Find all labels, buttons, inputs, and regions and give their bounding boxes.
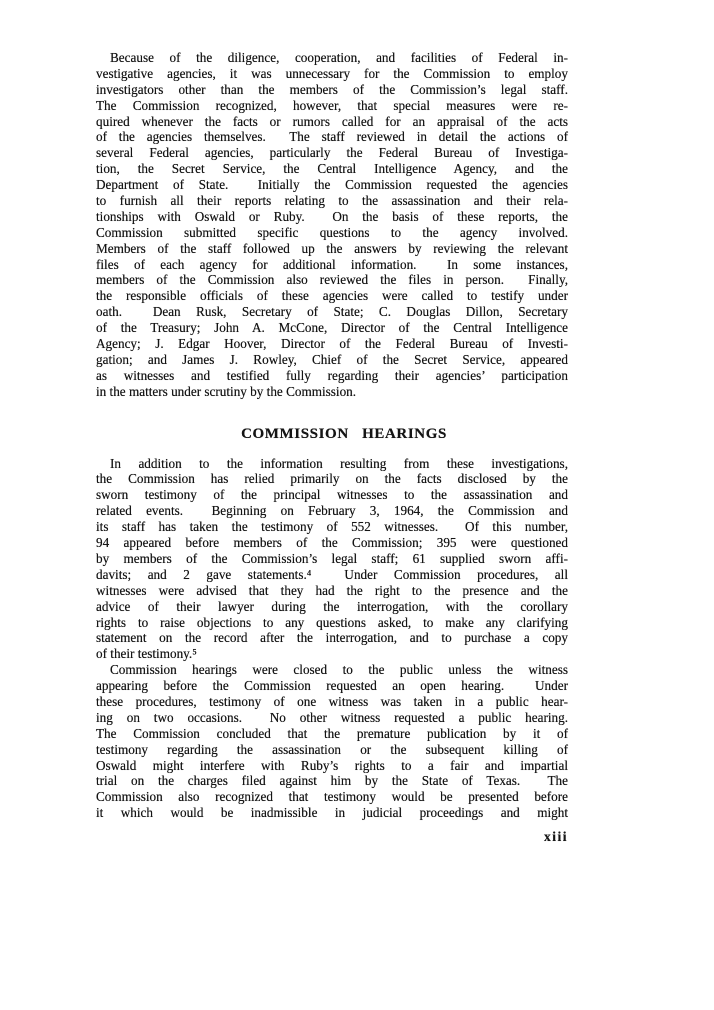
text-line: advice of their lawyer during the interrogation, with the corollary xyxy=(96,598,568,614)
text-line: Agency; J. Edgar Hoover, Director of the Federal Bureau of Investi- xyxy=(96,336,568,352)
text-line: of the agencies themselves. The staff reviewed in detail the actions of xyxy=(96,129,568,145)
text-line: oath. Dean Rusk, Secretary of State; C. Douglas Dillon, Secretary xyxy=(96,304,568,320)
text-line: Department of State. Initially the Commission requested the agencies xyxy=(96,177,568,193)
text-line: its staff has taken the testimony of 552 witnesses. Of this number, xyxy=(96,519,568,535)
text-line: tionships with Oswald or Ruby. On the basis of these reports, the xyxy=(96,208,568,224)
text-line: witnesses were advised that they had the right to the presence and the xyxy=(96,582,568,598)
text-line: Members of the staff followed up the answers by reviewing the relevant xyxy=(96,240,568,256)
text-line: Commission hearings were closed to the public unless the witness xyxy=(110,662,568,678)
text-line: the Commission has relied primarily on the facts disclosed by the xyxy=(96,471,568,487)
paragraph-closed-hearings xyxy=(96,662,568,821)
text-line: ing on two occasions. No other witness requested a public hearing. xyxy=(96,709,568,725)
paragraph-federal-investigative-agencies xyxy=(96,50,568,400)
text-line: members of the Commission also reviewed the files in person. Finally, xyxy=(96,272,568,288)
text-line: the responsible officials of these agencies were called to testify under xyxy=(96,288,568,304)
paragraph-witness-testimony-procedures xyxy=(96,456,568,663)
text-line: statement on the record after the interrogation, and to purchase a copy xyxy=(96,630,568,646)
text-line: of the Treasury; John A. McCone, Director of the Central Intelligence xyxy=(96,320,568,336)
text-line: it which would be inadmissible in judicial proceedings and might xyxy=(96,805,568,821)
text-line: The Commission recognized, however, that special measures were re- xyxy=(96,97,568,113)
text-line: files of each agency for additional information. In some instances, xyxy=(96,256,568,272)
text-line: tion, the Secret Service, the Central Intelligence Agency, and the xyxy=(96,161,568,177)
page-number: xiii xyxy=(543,829,568,844)
text-line: Oswald might interfere with Ruby’s rights to a fair and impartial xyxy=(96,757,568,773)
text-line: sworn testimony of the principal witnesses to the assassination and xyxy=(96,487,568,503)
section-heading-commission-hearings: COMMISSION HEARINGS xyxy=(241,425,447,442)
text-line: trial on the charges filed against him by the State of Texas. The xyxy=(96,773,568,789)
text-line: of their testimony.⁵ xyxy=(96,646,197,662)
text-line: 94 appeared before members of the Commission; 395 were questioned xyxy=(96,535,568,551)
text-line: related events. Beginning on February 3, 1964, the Commission and xyxy=(96,503,568,519)
text-line: by members of the Commission’s legal staff; 61 supplied sworn affi- xyxy=(96,550,568,566)
text-line: quired whenever the facts or rumors called for an appraisal of the acts xyxy=(96,113,568,129)
text-line: gation; and James J. Rowley, Chief of the Secret Service, appeared xyxy=(96,351,568,367)
text-line: Because of the diligence, cooperation, and facilities of Federal in- xyxy=(110,50,568,65)
text-line: as witnesses and testified fully regarding their agencies’ participation xyxy=(96,367,568,383)
text-line: Commission also recognized that testimony would be presented before xyxy=(96,789,568,805)
text-line: vestigative agencies, it was unnecessary for the Commission to employ xyxy=(96,65,568,81)
text-line: The Commission concluded that the premature publication by it of xyxy=(96,725,568,741)
text-line: appearing before the Commission requested an open hearing. Under xyxy=(96,678,568,694)
text-line: to furnish all their reports relating to the assassination and their rela- xyxy=(96,193,568,209)
text-line: these procedures, testimony of one witness was taken in a public hear- xyxy=(96,693,568,709)
text-line: davits; and 2 gave statements.⁴ Under Commission procedures, all xyxy=(96,566,568,582)
text-line: rights to raise objections to any questions asked, to make any clarifying xyxy=(96,614,568,630)
text-column xyxy=(96,50,568,821)
text-line: In addition to the information resulting from these investigations, xyxy=(110,455,568,471)
text-line: investigators other than the members of the Commission’s legal staff. xyxy=(96,81,568,97)
text-line: testimony regarding the assassination or the subsequent killing of xyxy=(96,741,568,757)
text-line: several Federal agencies, particularly the Federal Bureau of Investiga- xyxy=(96,145,568,161)
text-line: Commission submitted specific questions to the agency involved. xyxy=(96,224,568,240)
text-line: in the matters under scrutiny by the Commission. xyxy=(96,383,357,399)
